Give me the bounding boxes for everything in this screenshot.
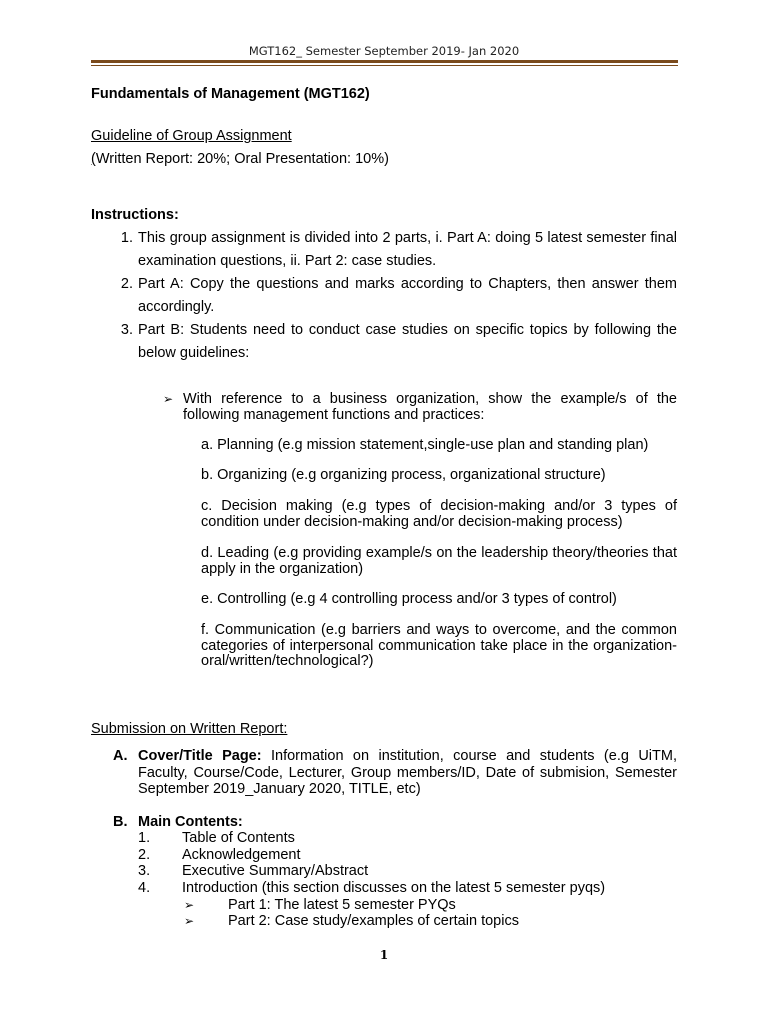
- instruction-number: 1.: [120, 230, 133, 246]
- main-item-summary: Executive Summary/Abstract: [182, 863, 369, 879]
- instruction-item-2: Part A: Copy the questions and marks according to Chapters, then answer them accordingly.: [138, 276, 677, 315]
- main-item-acknowledgement: Acknowledgement: [182, 847, 301, 863]
- main-item-number: 2.: [138, 847, 151, 863]
- main-item-introduction: Introduction (this section discusses on the latest 5 semester pyqs): [182, 880, 606, 896]
- header-rule-thick: [91, 60, 678, 63]
- function-item-decision-making: c. Decision making (e.g types of decision-making and/or 3 types of condition under decision-making and/or decision-making process): [201, 498, 677, 530]
- instruction-number: 2.: [120, 276, 133, 292]
- document-title: Fundamentals of Management (MGT162): [91, 86, 370, 102]
- section-b-label: B.: [113, 814, 128, 830]
- arrow-bullet-icon: ➢: [184, 898, 195, 912]
- instruction-number: 3.: [120, 322, 133, 338]
- cover-page-text: Information on institution, course and students (e.g UiTM, Faculty, Course/Code, Lecturer, Group members/ID, Date of submision, Semester September 2019_January 2020, TITLE, etc): [138, 748, 677, 797]
- partb-bullet-text: With reference to a business organization, show the example/s of the following management functions and practices:: [183, 391, 677, 423]
- cover-page-label: Cover/Title Page:: [138, 748, 262, 764]
- instruction-item-1: This group assignment is divided into 2 parts, i. Part A: doing 5 latest semester final examination questions, ii. Part 2: case studies.: [138, 230, 677, 269]
- instructions-heading: Instructions:: [91, 207, 179, 223]
- function-item-controlling: e. Controlling (e.g 4 controlling process and/or 3 types of control): [201, 591, 617, 607]
- weights-text: Written Report: 20%; Oral Presentation: 10%): [95, 151, 389, 167]
- intro-sub-item-part2: Part 2: Case study/examples of certain topics: [228, 913, 519, 929]
- page-number: 1: [379, 948, 389, 962]
- function-item-communication: f. Communication (e.g barriers and ways to overcome, and the common categories of interpersonal communication take place in the organization-oral/written/technological?): [201, 622, 677, 669]
- main-item-number: 1.: [138, 830, 151, 846]
- guideline-heading: Guideline of Group Assignment: [91, 128, 292, 144]
- section-a-label: A.: [113, 748, 128, 764]
- weights-paren: (: [91, 151, 96, 167]
- main-item-number: 4.: [138, 880, 151, 896]
- instruction-item-3: Part B: Students need to conduct case studies on specific topics by following the below guidelines:: [138, 322, 677, 361]
- main-item-number: 3.: [138, 863, 151, 879]
- function-item-leading: d. Leading (e.g providing example/s on the leadership theory/theories that apply in the organization): [201, 545, 677, 577]
- main-item-toc: Table of Contents: [182, 830, 295, 846]
- assessment-weights: [91, 151, 389, 167]
- arrow-bullet-icon: ➢: [184, 914, 195, 928]
- running-header: MGT162_ Semester September 2019- Jan 2020: [248, 44, 520, 58]
- main-contents-heading: Main Contents:: [138, 814, 243, 830]
- header-rule-thin: [91, 65, 678, 66]
- cover-page-item: [138, 748, 677, 798]
- function-item-planning: a. Planning (e.g mission statement,single-use plan and standing plan): [201, 437, 649, 453]
- arrow-bullet-icon: ➢: [163, 392, 174, 406]
- function-item-organizing: b. Organizing (e.g organizing process, organizational structure): [201, 467, 606, 483]
- submission-heading: Submission on Written Report:: [91, 721, 288, 737]
- intro-sub-item-part1: Part 1: The latest 5 semester PYQs: [228, 897, 456, 913]
